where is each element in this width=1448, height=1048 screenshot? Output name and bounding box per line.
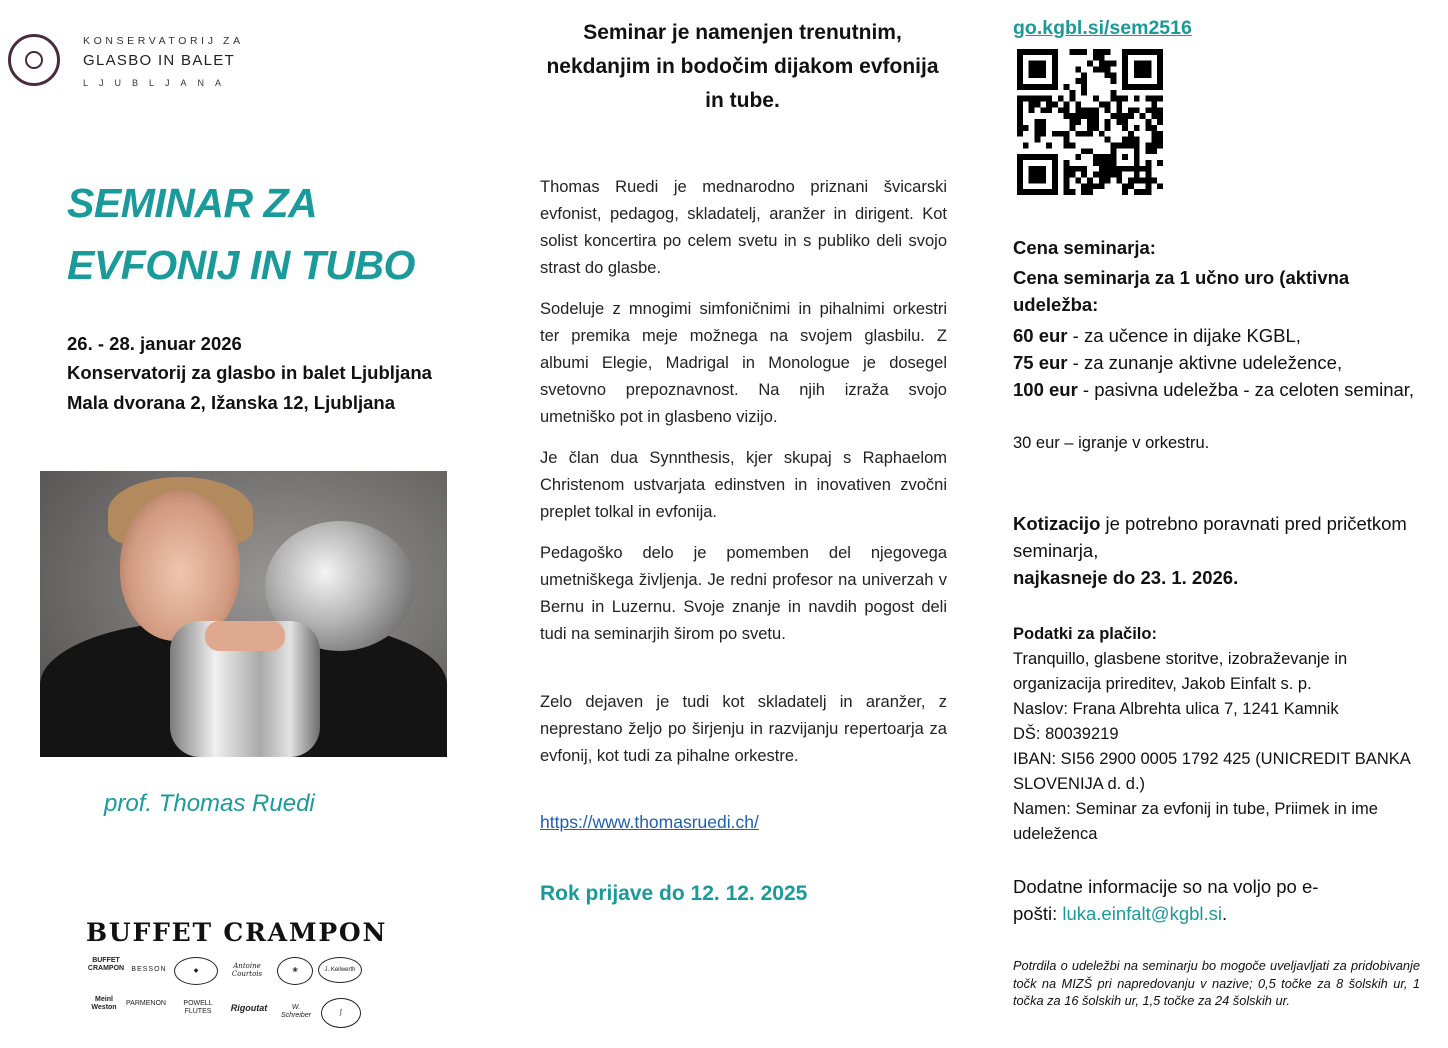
payment-deadline: najkasneje do 23. 1. 2026. <box>1013 567 1239 588</box>
logo-text-line3: LJUBLJANA <box>83 78 233 88</box>
payment-info <box>1013 510 1423 591</box>
brand-logo-hoyer: ❀ <box>277 957 313 985</box>
sponsor-logo-title: BUFFET CRAMPON <box>86 918 388 947</box>
brand-logo-schreiber: W. Schreiber <box>281 1004 311 1019</box>
contact-info <box>1013 873 1353 927</box>
payment-line-3: DŠ: 80039219 <box>1013 725 1119 743</box>
bio-paragraph-1: Thomas Ruedi je mednarodno priznani švicarski evfonist, pedagog, skladatelj, aranžer in dirigent. Kot solist koncertira po celem svetu in s publiko deli svojo strast do glasbe. <box>540 178 947 277</box>
payment-line-2: Naslov: Frana Albrehta ulica 7, 1241 Kamnik <box>1013 700 1339 718</box>
brand-logo-besson: BESSON <box>131 966 167 973</box>
payment-text: je potrebno poravnati pred pričetkom seminarja, <box>1013 513 1407 561</box>
orchestra-price: 30 eur – igranje v orkestru. <box>1013 434 1210 452</box>
brand-logo-keilwerth: J. Keilwerth <box>318 957 362 983</box>
certificate-note: Potrdila o udeležbi na seminarju bo mogoče uveljavljati za pridobivanje točk na MIZŠ pri napredovanju v nazive; 0,5 točke za 8 šolskih ur, 1 točka za 16 šolskih ur, 1,5 točke za 24 šolskih ur. <box>1013 958 1420 1008</box>
seminar-title-line2: EVFONIJ IN TUBO <box>67 242 415 288</box>
payment-bold: Kotizacijo <box>1013 513 1101 534</box>
price-heading: Cena seminarja: <box>1013 237 1156 258</box>
price-item-2 <box>1013 349 1423 376</box>
payment-line-5: Namen: Seminar za evfonij in tube, Priimek in ime udeleženca <box>1013 800 1378 843</box>
brand-logo-buffet: BUFFET CRAMPON <box>87 957 125 972</box>
price-desc-3: - pasivna udeležba - za celoten seminar, <box>1077 379 1415 400</box>
website-link[interactable]: https://www.thomasruedi.ch/ <box>540 812 759 832</box>
payment-heading: Podatki za plačilo: <box>1013 625 1157 643</box>
seminar-address: Mala dvorana 2, Ižanska 12, Ljubljana <box>67 392 395 413</box>
price-amount-1: 60 eur <box>1013 325 1068 346</box>
logo-text-line2: GLASBO IN BALET <box>83 52 236 69</box>
payment-line-4: IBAN: SI56 2900 0005 1792 425 (UNICREDIT BANKA SLOVENIJA d. d.) <box>1013 750 1410 793</box>
brand-logo-rigoutat: Rigoutat <box>230 1003 268 1013</box>
seminar-venue: Konservatorij za glasbo in balet Ljubljana <box>67 362 432 383</box>
brand-logo-antoine-courtois: Antoine Courtois <box>231 962 263 978</box>
price-amount-3: 100 eur <box>1013 379 1078 400</box>
brand-logo-signature: ∫ <box>321 998 361 1028</box>
brand-logo-parmenon: PARMENON <box>126 1000 166 1007</box>
target-audience-text: Seminar je namenjen trenutnim, nekdanjim in bodočim dijakom evfonija in tube. <box>546 21 939 112</box>
payment-details <box>1013 647 1423 847</box>
brand-logo-powell: POWELL FLUTES <box>183 1000 213 1015</box>
bio-paragraph-2: Sodeluje z mnogimi simfoničnimi in pihalnimi orkestri ter premika meje možnega na svojem glasbilu. Z albumi Elegie, Madrigal in Monologue je dosegel svetovno prepoznavnost. Na njih izraža svojo umetniško pot in glasbeno vizijo. <box>540 300 947 426</box>
brand-logo-meinl-weston: Meinl Weston <box>91 996 117 1011</box>
contact-email-link[interactable]: luka.einfalt@kgbl.si <box>1062 903 1223 924</box>
seminar-title <box>67 172 507 296</box>
price-desc-2: - za zunanje aktivne udeležence, <box>1067 352 1343 373</box>
brand-logo-courtois: ◆ <box>174 957 218 985</box>
price-desc-1: - za učence in dijake KGBL, <box>1067 325 1301 346</box>
contact-end: . <box>1222 903 1228 924</box>
conservatory-logo-icon <box>8 34 60 86</box>
price-amount-2: 75 eur <box>1013 352 1068 373</box>
bio-paragraph-5: Zelo dejaven je tudi kot skladatelj in aranžer, z neprestano željo po širjenju in razvijanju repertoarja za evfonij, kot tudi za pihalne orkestre. <box>540 693 947 765</box>
price-item-1 <box>1013 322 1423 349</box>
bio-paragraph-3: Je član dua Synnthesis, kjer skupaj s Raphaelom Christenom ustvarjata edinstven in inovativen zvočni preplet tolkal in evfonija. <box>540 449 947 521</box>
qr-code-icon[interactable] <box>1016 49 1164 195</box>
photo-caption: prof. Thomas Ruedi <box>104 790 315 817</box>
price-subheading: Cena seminarja za 1 učno uro (aktivna udeležba: <box>1013 267 1350 315</box>
price-item-3 <box>1013 376 1423 403</box>
logo-text-line1: KONSERVATORIJ ZA <box>83 35 244 47</box>
seminar-title-line1: SEMINAR ZA <box>67 180 318 226</box>
registration-link[interactable]: go.kgbl.si/sem2516 <box>1013 17 1192 39</box>
contact-text: Dodatne informacije so na voljo po e-pošti: <box>1013 876 1319 924</box>
seminar-date: 26. - 28. januar 2026 <box>67 333 242 354</box>
portrait-photo <box>40 471 447 757</box>
payment-line-1: Tranquillo, glasbene storitve, izobraževanje in organizacija prireditev, Jakob Einfalt s. p. <box>1013 650 1348 693</box>
application-deadline: Rok prijave do 12. 12. 2025 <box>540 882 808 905</box>
bio-paragraph-4: Pedagoško delo je pomemben del njegovega umetniškega življenja. Je redni profesor na univerzah v Bernu in Luzernu. Svoje znanje in navdih pogost deli tudi na seminarjih širom po svetu. <box>540 544 947 643</box>
